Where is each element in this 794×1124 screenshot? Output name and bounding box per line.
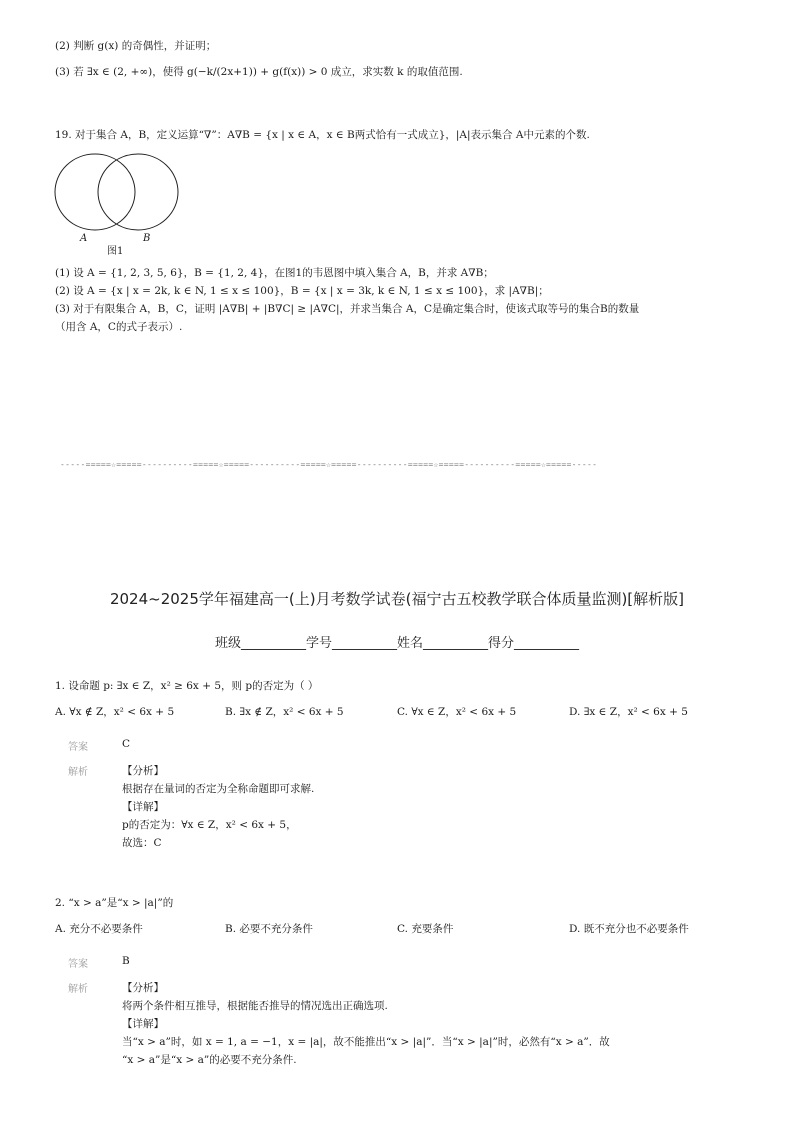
q1-analysis-label: 解析 [68, 767, 88, 778]
q2-option-c: C. 充要条件 [397, 923, 454, 935]
q2-answer: B [122, 955, 130, 967]
q1-option-b: B. ∃x ∉ Z，x² < 6x + 5 [225, 706, 344, 718]
q2-option-b: B. 必要不充分条件 [225, 923, 313, 935]
section-divider: -----=====☆=====----------=====☆=====----------=====☆=====----------=====☆=====----------=====☆=====----- [60, 460, 598, 469]
q19-part-3-cont: （用含 A，C的式子表示）. [55, 321, 183, 333]
q2-option-d: D. 既不充分也不必要条件 [569, 923, 689, 935]
q19-stem: 19. 对于集合 A，B，定义运算“∇”：A∇B = {x | x ∈ A，x ∈ B两式恰有一式成立}，|A|表示集合 A中元素的个数. [55, 129, 590, 141]
q2-option-a: A. 充分不必要条件 [55, 923, 143, 935]
q19-part-2: (2) 设 A = {x | x = 2k, k ∈ N, 1 ≤ x ≤ 100}，B = {x | x = 3k, k ∈ N, 1 ≤ x ≤ 100}，求 |A∇B|； [55, 285, 549, 297]
q1-analysis-line: p的否定为：∀x ∈ Z，x² < 6x + 5， [122, 819, 297, 831]
q2-analysis-line: 【详解】 [122, 1018, 164, 1030]
q1-analysis-line: 【分析】 [122, 765, 164, 777]
q1-analysis-line: 根据存在量词的否定为全称命题即可求解. [122, 783, 315, 795]
q1-option-a: A. ∀x ∉ Z，x² < 6x + 5 [55, 706, 175, 718]
venn-label-a: A [80, 233, 88, 244]
student-info-line: 班级__________学号__________姓名__________得分__________ [214, 636, 579, 651]
q2-analysis-label: 解析 [68, 984, 88, 995]
q2-analysis-line: 将两个条件相互推导，根据能否推导的情况选出正确选项. [122, 1000, 388, 1012]
figure-caption: 图1 [107, 246, 124, 257]
q19-part-1: (1) 设 A = {1, 2, 3, 5, 6}，B = {1, 2, 4}，在图1的韦恩图中填入集合 A，B，并求 A∇B； [55, 267, 494, 279]
venn-diagram [50, 150, 190, 240]
q19-part-3: (3) 对于有限集合 A，B，C，证明 |A∇B| + |B∇C| ≥ |A∇C|，并求当集合 A，C是确定集合时，使该式取等号的集合B的数量 [55, 303, 640, 315]
paper-title: 2024~2025学年福建高一(上)月考数学试卷(福宁古五校教学联合体质量监测)[解析版] [109, 590, 685, 608]
q1-answer-label: 答案 [68, 742, 88, 753]
q2-analysis-line: 【分析】 [122, 982, 164, 994]
q1-analysis-line: 故选：C [122, 837, 162, 849]
q2-answer-label: 答案 [68, 959, 88, 970]
q1-answer: C [122, 738, 131, 750]
q1-option-c: C. ∀x ∈ Z，x² < 6x + 5 [397, 706, 517, 718]
q2-analysis-line: 当“x > a”时，如 x = 1, a = −1，x = |a|，故不能推出“x > |a|”．当“x > |a|”时，必然有“x > a”．故 [122, 1036, 610, 1048]
subquestion-3: (3) 若 ∃x ∈ (2, +∞)，使得 g(−k/(2x+1)) + g(f(x)) > 0 成立，求实数 k 的取值范围. [55, 66, 463, 78]
q1-option-d: D. ∃x ∈ Z，x² < 6x + 5 [569, 706, 688, 718]
q2-analysis-line: “x > a”是“x > a”的必要不充分条件. [122, 1054, 297, 1066]
q2-stem: 2. “x > a”是“x > |a|”的 [55, 897, 174, 909]
q1-stem: 1. 设命题 p: ∃x ∈ Z，x² ≥ 6x + 5，则 p的否定为（ ） [55, 680, 319, 692]
q1-analysis-line: 【详解】 [122, 801, 164, 813]
subquestion-2: (2) 判断 g(x) 的奇偶性，并证明； [55, 40, 217, 52]
venn-label-b: B [143, 233, 151, 244]
